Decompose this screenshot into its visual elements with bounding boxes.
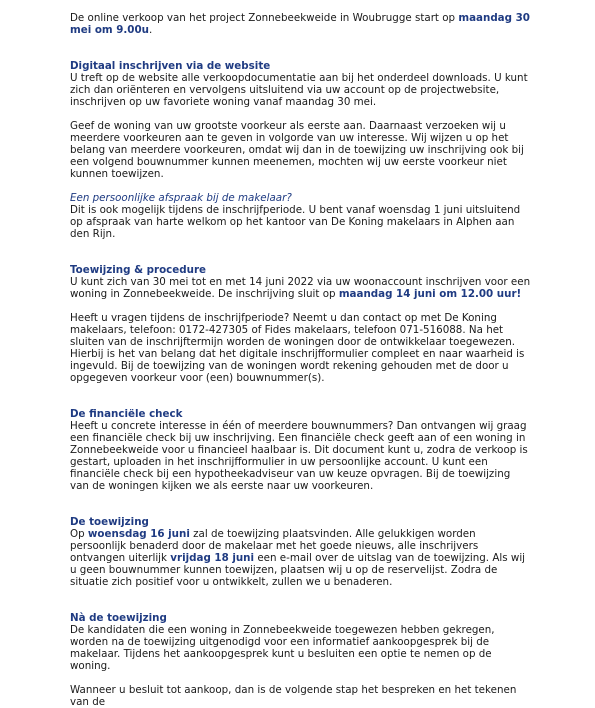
document-page [70,12,532,708]
digitaal-paragraph-2: Geef de woning van uw grootste voorkeur als eerste aan. Daarnaast verzoeken wij u meerdere voorkeuren aan te geven in volgorde van uw interesse. Wij wijzen u op het belang van meerdere voorkeuren, omdat wij dan in de toewijzing uw inschrijving ook bij een volgend bouwnummer kunnen meenemen, mochten wij uw eerste voorkeur niet kunnen toewijzen. [70,120,524,180]
toewijzing-text-a: Op [70,528,88,540]
section-title-digitaal: Digitaal inschrijven via de website [70,60,271,72]
toewijzing-text-c: zal de toewijzing plaatsvinden. Alle gelukkigen worden persoonlijk benaderd door de makelaar met het goede nieuws, alle inschrijvers ontvangen uiterlijk [70,528,479,564]
financiele-check-paragraph: Heeft u concrete interesse in één of meerdere bouwnummers? Dan ontvangen wij graag een financiële check bij uw inschrijving. Een financiële check geeft aan of een woning in Zonnebeekweide voor u financieel haalbaar is. Dit document kunt u, zodra de verkoop is gestart, uploaden in het inschrijfformulier in uw persoonlijke account. U kunt een financiële check bij een hypotheekadviseur van uw keuze opvragen. Bij de toewijzing van de woningen kijken we als eerste naar uw voorkeuren. [70,420,528,492]
section-title-de-toewijzing: De toewijzing [70,516,149,528]
intro-text: De online verkoop van het project Zonnebeekweide in Woubrugge start op [70,12,459,24]
section-title-toewijzing-procedure: Toewijzing & procedure [70,264,207,276]
section-title-financiele-check: De financiële check [70,408,183,420]
toewijzing-paragraph [70,528,532,588]
intro-paragraph [70,12,532,36]
procedure-text: U kunt zich van 30 mei tot en met 14 juni 2022 via uw woonaccount inschrijven voor een woning in Zonnebeekweide. De inschrijving sluit op [70,276,531,300]
toewijzing-text-e: een e-mail over de uitslag van de toewijzing. Als wij u geen bouwnummer kunnen toewijzen, plaatsen wij u op de reservelijst. Zodra de situatie zich positief voor u ontwikkelt, zullen we u benaderen. [70,552,526,588]
uitslag-date: vrijdag 18 juni [170,552,255,564]
toewijzing-date: woensdag 16 juni [87,528,190,540]
procedure-paragraph-1 [70,276,532,300]
intro-start-date: maandag 30 mei om 9.00u [70,12,530,36]
procedure-paragraph-2: Heeft u vragen tijdens de inschrijfperiode? Neemt u dan contact op met De Koning makelaars, telefoon: 0172-427305 of Fides makelaars, telefoon 071-516088. Na het sluiten van de inschrijftermijn worden de woningen door de ontwikkelaar toegewezen. Hierbij is het van belang dat het digitale inschrijfformulier compleet en naar waarheid is ingevuld. Bij de toewijzing van de woningen wordt rekening gehouden met de door u opgegeven voorkeur voor (een) bouwnummer(s). [70,312,525,384]
intro-end: . [148,24,153,36]
na-toewijzing-paragraph-1: De kandidaten die een woning in Zonnebeekweide toegewezen hebben gekregen, worden na de toewijzing uitgenodigd voor een informatief aankoopgesprek bij de makelaar. Tijdens het aankoopgesprek kunt u besluiten een optie te nemen op de woning. [70,624,495,672]
digitaal-paragraph-1: U treft op de website alle verkoopdocumentatie aan bij het onderdeel downloads. U kunt zich dan oriënteren en vervolgens uitsluitend via uw account op de projectwebsite, inschrijven op uw favoriete woning vanaf maandag 30 mei. [70,72,528,108]
digitaal-subtitle: Een persoonlijke afspraak bij de makelaar? [70,192,292,204]
section-title-na-toewijzing: Nà de toewijzing [70,612,167,624]
procedure-closing-date: maandag 14 juni om 12.00 uur! [338,288,522,300]
na-toewijzing-paragraph-2: Wanneer u besluit tot aankoop, dan is de volgende stap het bespreken en het tekenen van de [70,684,517,708]
digitaal-paragraph-3: Dit is ook mogelijk tijdens de inschrijfperiode. U bent vanaf woensdag 1 juni uitsluitend op afspraak van harte welkom op het kantoor van De Koning makelaars in Alphen aan den Rijn. [70,204,521,240]
